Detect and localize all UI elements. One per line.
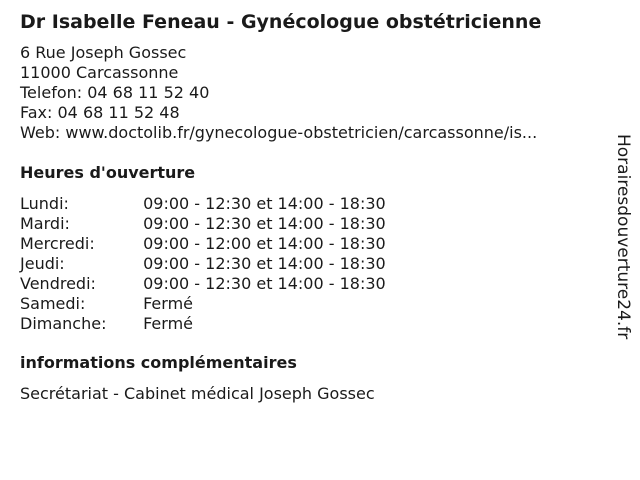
day-label: Mercredi: <box>20 234 95 253</box>
phone-row <box>20 83 537 103</box>
page-title: Dr Isabelle Feneau - Gynécologue obstétricienne <box>20 11 542 33</box>
opening-hours-heading: Heures d'ouverture <box>20 163 196 182</box>
phone-number[interactable]: 04 68 11 52 40 <box>87 83 210 102</box>
web-label: Web: <box>20 123 61 142</box>
fax-number: 04 68 11 52 48 <box>57 103 180 122</box>
day-hours: Fermé <box>143 294 193 313</box>
day-hours: 09:00 - 12:00 et 14:00 - 18:30 <box>143 234 386 253</box>
day-label: Dimanche: <box>20 314 107 333</box>
day-hours: Fermé <box>143 314 193 333</box>
day-label: Vendredi: <box>20 274 96 293</box>
day-hours: 09:00 - 12:30 et 14:00 - 18:30 <box>143 194 386 213</box>
hours-row-tuesday <box>20 214 386 234</box>
day-label: Mardi: <box>20 214 70 233</box>
additional-info-text: Secrétariat - Cabinet médical Joseph Gossec <box>20 384 375 403</box>
additional-info-heading: informations complémentaires <box>20 353 297 372</box>
day-label: Samedi: <box>20 294 86 313</box>
day-hours: 09:00 - 12:30 et 14:00 - 18:30 <box>143 254 386 273</box>
city-address: 11000 Carcassonne <box>20 63 179 82</box>
day-hours: 09:00 - 12:30 et 14:00 - 18:30 <box>143 214 386 233</box>
web-link[interactable]: www.doctolib.fr/gynecologue-obstetricien/carcassonne/is... <box>65 123 538 142</box>
hours-row-thursday <box>20 254 386 274</box>
contact-info <box>20 43 537 143</box>
web-row <box>20 123 537 143</box>
street-address: 6 Rue Joseph Gossec <box>20 43 187 62</box>
hours-row-monday <box>20 194 386 214</box>
site-watermark: Horairesdouverture24.fr <box>613 134 633 340</box>
hours-row-sunday <box>20 314 386 334</box>
fax-row <box>20 103 537 123</box>
day-label: Lundi: <box>20 194 69 213</box>
day-label: Jeudi: <box>20 254 65 273</box>
day-hours: 09:00 - 12:30 et 14:00 - 18:30 <box>143 274 386 293</box>
hours-row-wednesday <box>20 234 386 254</box>
opening-hours-list <box>20 194 386 334</box>
phone-label: Telefon: <box>20 83 83 102</box>
fax-label: Fax: <box>20 103 53 122</box>
hours-row-friday <box>20 274 386 294</box>
hours-row-saturday <box>20 294 386 314</box>
